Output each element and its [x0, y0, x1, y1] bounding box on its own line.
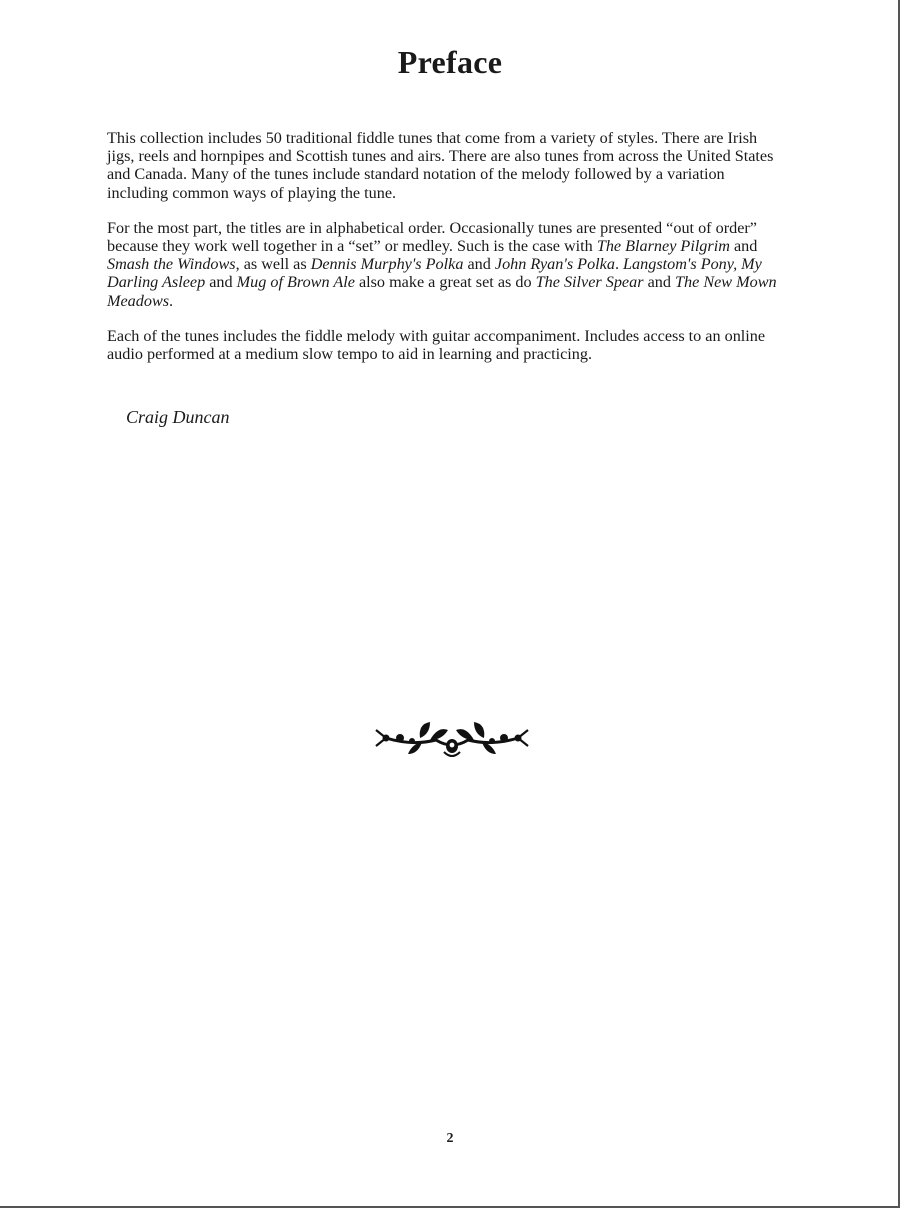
- tune-title: The Silver Spear: [535, 273, 644, 292]
- tune-title: Smash the Windows: [107, 255, 236, 274]
- paragraph-order: [107, 219, 787, 310]
- tune-title: Dennis Murphy's Polka: [310, 255, 464, 274]
- page-title: Preface: [397, 44, 503, 80]
- text-segment: .: [169, 291, 174, 310]
- text-segment: , as well as: [235, 255, 311, 274]
- text-segment: .: [614, 255, 624, 274]
- tune-title: The New Mown Meadows: [107, 273, 777, 310]
- text-segment: and: [463, 255, 495, 274]
- paragraph-intro: This collection includes 50 traditional fiddle tunes that come from a variety of styles. There are Irish jigs, reels and hornpipes and Scottish tunes and airs. There are also tunes from across the United States and Canada. Many of the tunes include standard notation of the melody followed by a variation including common ways of playing the tune.: [107, 129, 774, 202]
- text-segment: and: [643, 273, 675, 292]
- tune-title: The Blarney Pilgrim: [596, 237, 730, 256]
- text-segment: also make a great set as do: [354, 273, 536, 292]
- paragraph-accompaniment: Each of the tunes includes the fiddle melody with guitar accompaniment. Includes access to an online audio performed at a medium slow tempo to aid in learning and practicing.: [107, 326, 766, 364]
- preface-body: [107, 129, 787, 380]
- text-segment: and: [729, 237, 758, 256]
- tune-title: John Ryan's Polka: [494, 255, 615, 274]
- tune-title: Langstom's Pony, My Darling Asleep: [107, 255, 762, 292]
- text-segment: and: [205, 273, 237, 292]
- author-signature: Craig Duncan: [126, 407, 230, 427]
- text-segment: For the most part, the titles are in alphabetical order. Occasionally tunes are presented “out of order” because they work well together in a “set” or medley. Such is the case with: [107, 218, 757, 256]
- tune-title: Mug of Brown Ale: [236, 273, 355, 292]
- page-number: 2: [446, 1131, 454, 1146]
- floral-divider-icon: [372, 716, 532, 760]
